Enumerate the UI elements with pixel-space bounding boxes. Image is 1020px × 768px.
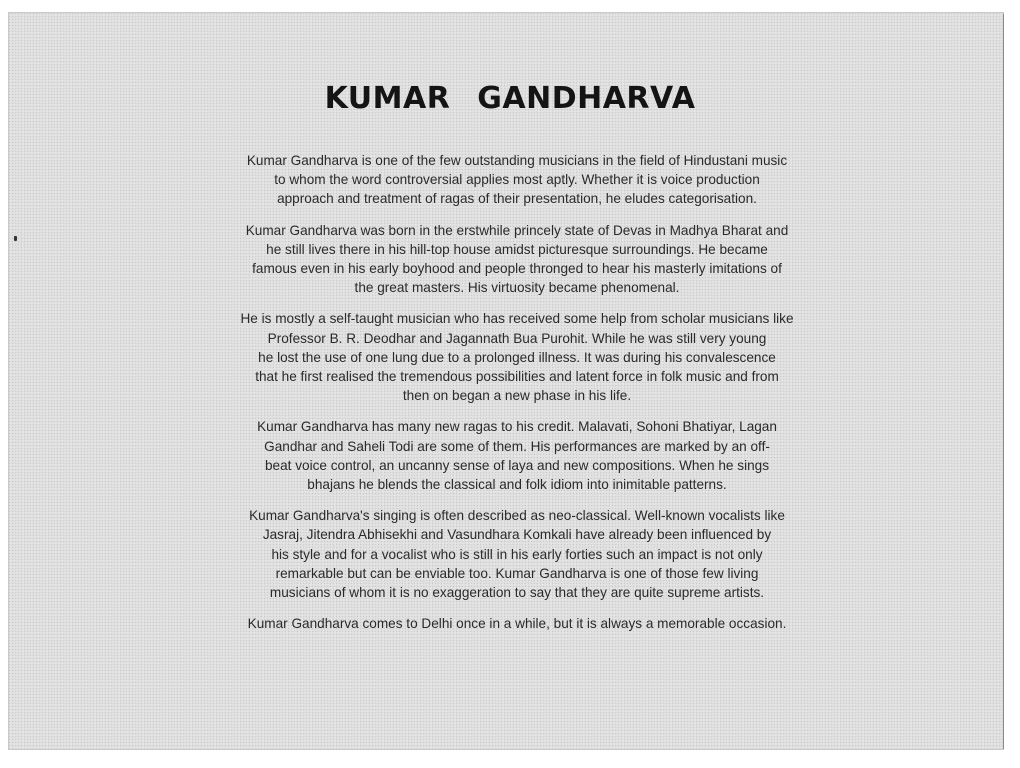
text-line: approach and treatment of ragas of their presentation, he eludes categorisation.	[277, 191, 757, 207]
text-line: Professor B. R. Deodhar and Jagannath Bua Purohit. While he was still very young	[267, 330, 767, 346]
paragraph	[172, 151, 862, 209]
text-line: to whom the word controversial applies most aptly. Whether it is voice production	[274, 172, 760, 188]
text-line: bhajans he blends the classical and folk idiom into inimitable patterns.	[307, 477, 727, 493]
paragraph	[172, 309, 862, 405]
text-line: then on began a new phase in his life.	[402, 388, 632, 404]
text-line: musicians of whom it is no exaggeration to say that they are quite supreme artists.	[269, 585, 765, 601]
text-line: beat voice control, an uncanny sense of laya and new compositions. When he sings	[264, 457, 770, 473]
article-body	[172, 151, 862, 645]
text-line: Kumar Gandharva's singing is often described as neo-classical. Well-known vocalists like	[249, 508, 785, 524]
text-line: his style and for a vocalist who is still in his early forties such an impact is not only	[271, 546, 763, 562]
text-line: that he first realised the tremendous possibilities and latent force in folk music and from	[255, 369, 779, 385]
page-title: KUMAR GANDHARVA	[324, 81, 696, 116]
text-line: he still lives there in his hill-top house amidst picturesque surroundings. He became	[266, 241, 768, 257]
paragraph	[172, 417, 862, 494]
text-line: Kumar Gandharva was born in the erstwhile princely state of Devas in Madhya Bharat and	[245, 222, 789, 238]
text-line: Gandhar and Saheli Todi are some of them. His performances are marked by an off-	[264, 438, 770, 454]
text-line: remarkable but can be enviable too. Kumar Gandharva is one of those few living	[275, 565, 759, 581]
text-line: famous even in his early boyhood and people thronged to hear his masterly imitations of	[252, 261, 782, 277]
text-line: the great masters. His virtuosity became phenomenal.	[354, 280, 680, 296]
sheet-edge	[1003, 14, 1004, 749]
text-line: he lost the use of one lung due to a prolonged illness. It was during his convalescence	[258, 349, 776, 365]
text-line: Jasraj, Jitendra Abhisekhi and Vasundhara Komkali have already been influenced by	[262, 527, 772, 543]
paragraph	[172, 221, 862, 298]
text-line: Kumar Gandharva is one of the few outstanding musicians in the field of Hindustani music	[246, 153, 788, 168]
text-line: Kumar Gandharva has many new ragas to his credit. Malavati, Sohoni Bhatiyar, Lagan	[257, 419, 777, 435]
ink-mark	[14, 236, 17, 241]
paragraph	[172, 506, 862, 602]
paragraph	[172, 614, 862, 633]
text-line: He is mostly a self-taught musician who has received some help from scholar musicians like	[240, 311, 794, 327]
text-line: Kumar Gandharva comes to Delhi once in a while, but it is always a memorable occasion.	[247, 616, 787, 632]
